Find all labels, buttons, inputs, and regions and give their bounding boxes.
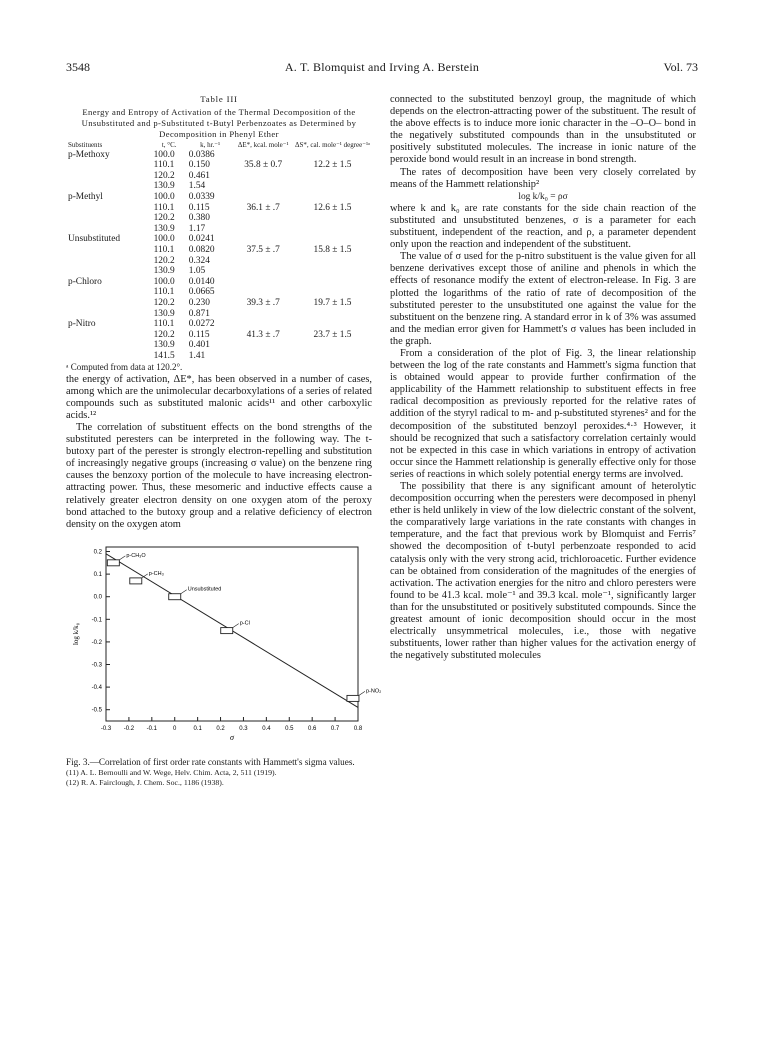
- x-tick-label: -0.1: [146, 725, 157, 732]
- cell-substituent: [66, 309, 152, 320]
- cell-temperature: 110.1: [153, 244, 175, 255]
- cell-substituent: [66, 266, 152, 277]
- table-row: [66, 150, 372, 161]
- table-row: [66, 245, 372, 256]
- cell-temperature: 100.0: [153, 234, 175, 245]
- y-tick-label: 0.1: [93, 571, 102, 578]
- cell-activation-energy: [233, 266, 293, 277]
- cell-activation-entropy: [293, 287, 372, 298]
- cell-rate-constant: 0.380: [188, 213, 210, 224]
- cell-activation-entropy: [293, 266, 372, 277]
- table-row: [66, 340, 372, 351]
- cell-activation-energy: [233, 234, 293, 245]
- right-paragraph-2: The rates of decomposition have been very closely correlated by means of the Hammett relationship²: [390, 166, 696, 190]
- y-tick-label: -0.1: [91, 617, 102, 624]
- cell-activation-entropy: [293, 224, 372, 235]
- col-header-entropy: ΔS*, cal. mole⁻¹ degree⁻¹ᵃ: [295, 141, 370, 149]
- cell-activation-energy: [233, 171, 293, 182]
- point-label: p-Cl: [239, 620, 250, 627]
- x-tick-label: 0.1: [193, 725, 202, 732]
- cell-substituent: [66, 181, 152, 192]
- running-title: A. T. Blomquist and Irving A. Berstein: [284, 60, 480, 74]
- cell-activation-energy: 36.1 ± .7: [246, 202, 280, 213]
- cell-activation-energy: [233, 224, 293, 235]
- x-tick-label: -0.3: [100, 725, 112, 732]
- cell-activation-entropy: [293, 319, 372, 330]
- cell-activation-entropy: [293, 277, 372, 288]
- cell-temperature: 120.2: [153, 329, 175, 340]
- cell-activation-entropy: [293, 171, 372, 182]
- table-row: [66, 213, 372, 224]
- x-tick-label: 0.2: [216, 725, 225, 732]
- cell-temperature: 130.9: [153, 340, 175, 351]
- cell-rate-constant: 0.871: [188, 308, 210, 319]
- cell-temperature: 110.1: [153, 160, 175, 171]
- col-header-substituents: Substituents: [68, 141, 103, 149]
- cell-temperature: 100.0: [153, 191, 175, 202]
- cell-activation-energy: [233, 181, 293, 192]
- page-header: [66, 60, 698, 76]
- cell-rate-constant: 0.230: [188, 297, 210, 308]
- cell-rate-constant: 0.0386: [188, 149, 215, 160]
- table-row: [66, 160, 372, 171]
- cell-activation-energy: [233, 351, 293, 362]
- cell-substituent: [66, 340, 152, 351]
- cell-activation-entropy: 12.2 ± 1.5: [313, 160, 352, 171]
- right-paragraph-5: From a consideration of the plot of Fig. 3, the linear relationship between the log of the rate constants and Hammett's sigma function that is obtained would appear to provide further confirmation of the applicability of the Hammett relationship to substituent effects in free radical decomposition as previously reported for the relative rates of addition of the styryl radical to m- and p-substituted styrenes² and for the decomposition of the substituted benzoyl peroxides.⁴·³ However, it should be recognized that such a satisfactory correlation certainly would not be expected in this case in which variations in entropy of activation occur since the Hammett relationship is generally effective only for those series of reactions in which solely potential energy terms are involved.: [390, 347, 696, 480]
- cell-substituent: [66, 256, 152, 267]
- table-row: [66, 234, 372, 245]
- cell-rate-constant: 0.461: [188, 170, 210, 181]
- cell-rate-constant: 1.05: [188, 266, 206, 277]
- left-paragraph-2: The correlation of substituent effects on the bond strengths of the substituted peresters can be interpreted in the following way. The t-butoxy part of the perester is strongly electron-repelling and substitution of increasingly negative groups (increasing σ value) on the benzene ring causes the benzoxy portion of the molecule to have increasing electron-attracting power. Thus, these mesomeric and inductive effects cause a relatively greater electron density on one oxygen atom of the peroxy bond attached to the butoxy group and a relative deficiency of electron density on the oxygen atom: [66, 421, 372, 530]
- cell-activation-energy: [233, 319, 293, 330]
- table-row: [66, 351, 372, 362]
- cell-rate-constant: 0.0140: [188, 276, 215, 287]
- cell-activation-entropy: [293, 213, 372, 224]
- cell-activation-energy: [233, 256, 293, 267]
- data-point: [347, 695, 359, 701]
- cell-temperature: 120.2: [153, 255, 175, 266]
- x-tick-label: 0.3: [239, 725, 248, 732]
- cell-substituent: [66, 351, 152, 362]
- table-row: [66, 309, 372, 320]
- cell-rate-constant: 0.0339: [188, 191, 215, 202]
- cell-activation-entropy: 15.8 ± 1.5: [313, 244, 352, 255]
- point-label: p-CH₃: [148, 570, 164, 577]
- point-label: p-NO₂: [365, 688, 382, 695]
- x-tick-label: 0: [173, 725, 177, 732]
- table-row: [66, 330, 372, 341]
- cell-rate-constant: 0.115: [188, 329, 210, 340]
- table-row: [66, 287, 372, 298]
- table-footnote: ᵃ Computed from data at 120.2°.: [66, 362, 183, 373]
- cell-temperature: 130.9: [153, 181, 175, 192]
- table-row: [66, 256, 372, 267]
- table-row: [66, 192, 372, 203]
- cell-temperature: 130.9: [153, 266, 175, 277]
- table-header-row: [66, 142, 372, 150]
- table-row: [66, 277, 372, 288]
- cell-activation-entropy: 23.7 ± 1.5: [313, 329, 352, 340]
- cell-rate-constant: 0.0272: [188, 319, 215, 330]
- cell-rate-constant: 1.54: [188, 181, 206, 192]
- data-point: [169, 593, 181, 599]
- y-tick-label: -0.4: [91, 684, 102, 691]
- point-label: Unsubstituted: [187, 586, 222, 593]
- cell-activation-energy: [233, 287, 293, 298]
- point-leader: [181, 589, 187, 593]
- cell-substituent: p-Nitro: [68, 319, 96, 330]
- table-row: [66, 224, 372, 235]
- right-column: [390, 94, 696, 662]
- cell-activation-entropy: [293, 351, 372, 362]
- data-point: [221, 627, 233, 633]
- cell-temperature: 130.9: [153, 308, 175, 319]
- table-label: Table III: [200, 94, 238, 104]
- cell-rate-constant: 0.150: [188, 160, 210, 171]
- table-row: [66, 181, 372, 192]
- cell-activation-entropy: [293, 256, 372, 267]
- cell-rate-constant: 1.17: [188, 223, 206, 234]
- data-table: [66, 142, 372, 361]
- cell-activation-energy: [233, 150, 293, 161]
- cell-activation-entropy: 12.6 ± 1.5: [313, 202, 352, 213]
- figure-caption: Fig. 3.—Correlation of first order rate constants with Hammett's sigma values.: [66, 756, 355, 767]
- cell-substituent: p-Methoxy: [68, 149, 110, 160]
- x-tick-label: 0.7: [330, 725, 340, 732]
- cell-substituent: [66, 330, 152, 341]
- volume-label: Vol. 73: [663, 60, 698, 74]
- y-tick-label: 0.2: [93, 549, 102, 556]
- col-header-k: k, hr.⁻¹: [200, 141, 221, 149]
- right-paragraph-3: where k and k₀ are rate constants for the side chain reaction of the substituted and unsubstituted benzenes, σ is a parameter for each substituent, independent of the reaction, and ρ, a parameter dependent only upon the reaction and independent of the substituent.: [390, 202, 696, 251]
- cell-rate-constant: 0.0665: [188, 287, 215, 298]
- cell-substituent: p-Chloro: [68, 276, 102, 287]
- point-leader: [119, 556, 125, 560]
- y-tick-label: -0.2: [91, 639, 102, 646]
- right-paragraph-6: The possibility that there is any significant amount of heterolytic decomposition occurring when the peresters were decomposed in phenyl ether is held unlikely in view of the low dielectric constant of the solvent, the comparatively large variations in the rate constants with changes in temperature, and the fact that previous work by Blomquist and Ferris⁷ showed the decomposition of t-butyl perbenzoate responded to acid catalysis only with the very strong acid, trichloroacetic. Further evidence can be obtained from consideration of the magnitudes of the energies of activation. The activation energies for the nitro and chloro peresters were found to be 41.3 kcal. mole⁻¹ and 39.3 kcal. mole⁻¹, significantly larger than for the unsubstituted or positively substituted compounds. Since the greatest amount of ionic decomposition should occur in the most electrically unsymmetrical molecules, i.e., those with negative substituents, lower rather than higher values for the activation energy of the negatively substituted molecules: [390, 481, 696, 662]
- cell-rate-constant: 0.115: [188, 202, 210, 213]
- cell-activation-entropy: [293, 340, 372, 351]
- table-row: [66, 203, 372, 214]
- cell-temperature: 141.5: [153, 350, 175, 361]
- cell-activation-entropy: [293, 309, 372, 320]
- cell-activation-entropy: [293, 150, 372, 161]
- cell-activation-entropy: [293, 192, 372, 203]
- cell-temperature: 120.2: [153, 297, 175, 308]
- cell-activation-energy: [233, 192, 293, 203]
- cell-activation-energy: 39.3 ± .7: [246, 297, 280, 308]
- reference-12: (12) R. A. Fairclough, J. Chem. Soc., 1186 (1938).: [66, 777, 224, 787]
- table-row: [66, 319, 372, 330]
- cell-activation-energy: 41.3 ± .7: [246, 329, 280, 340]
- right-paragraph-4: The value of σ used for the p-nitro substituent is the value given for all benzene derivatives except those of aniline and phenols in which the effects of resonance modify the extent of electron-release. In Fig. 3 are plotted the logarithms of the ratio of rate of decomposition of the substituted perester to the unsubstituted one against the value for the substituent on the benzene ring. A standard error in k of 3% was assumed and the median error given for Hammett's σ values has been included in the graph.: [390, 251, 696, 347]
- table-row: [66, 266, 372, 277]
- right-paragraph-1: connected to the substituted benzoyl group, the magnitude of which depends on the electron-attracting power of the substituent. The result of the above effects is to induce more ionic character in the –O–O– bond in the negatively substituted compounds than in the unsubstituted or positively substituted molecules. The increase in ionic nature of the peroxide bond would result in an increase in bond strength.: [390, 94, 696, 166]
- cell-substituent: [66, 224, 152, 235]
- cell-activation-energy: [233, 277, 293, 288]
- cell-rate-constant: 0.324: [188, 255, 210, 266]
- cell-temperature: 100.0: [153, 149, 175, 160]
- data-point: [107, 560, 119, 566]
- table-body: [66, 150, 372, 362]
- x-axis-label: σ: [230, 732, 234, 742]
- cell-substituent: [66, 171, 152, 182]
- cell-temperature: 120.2: [153, 213, 175, 224]
- cell-activation-energy: [233, 309, 293, 320]
- cell-activation-energy: 35.8 ± 0.7: [244, 160, 283, 171]
- cell-substituent: Unsubstituted: [68, 234, 121, 245]
- cell-temperature: 120.2: [153, 170, 175, 181]
- cell-temperature: 100.0: [153, 276, 175, 287]
- y-axis-label: log k/k₀: [72, 622, 80, 645]
- cell-activation-energy: [233, 340, 293, 351]
- left-paragraph-1: the energy of activation, ΔE*, has been observed in a number of cases, among which are the unimolecular decarboxylations of a series of related compounds such as substituted malonic acids¹¹ and other carboxylic acids.¹²: [66, 373, 372, 421]
- cell-temperature: 110.1: [153, 319, 175, 330]
- page-number: 3548: [66, 60, 90, 74]
- cell-activation-entropy: 19.7 ± 1.5: [313, 297, 352, 308]
- table-row: [66, 171, 372, 182]
- cell-activation-entropy: [293, 234, 372, 245]
- cell-rate-constant: 0.0241: [188, 234, 215, 245]
- y-tick-label: -0.5: [91, 707, 102, 714]
- hammett-plot: [66, 541, 382, 757]
- cell-temperature: 110.1: [153, 287, 175, 298]
- cell-substituent: [66, 298, 152, 309]
- y-tick-label: 0.0: [93, 594, 102, 601]
- table-row: [66, 298, 372, 309]
- references: [66, 768, 372, 788]
- x-tick-label: 0.5: [285, 725, 294, 732]
- figure-3: [66, 541, 382, 757]
- cell-rate-constant: 0.401: [188, 340, 210, 351]
- left-column: [66, 94, 382, 788]
- cell-substituent: [66, 160, 152, 171]
- point-label: p-CH₃O: [126, 552, 146, 559]
- cell-temperature: 110.1: [153, 202, 175, 213]
- reference-11: (11) A. L. Bernoulli and W. Wege, Helv. Chim. Acta, 2, 511 (1919).: [66, 767, 277, 777]
- x-tick-label: 0.6: [308, 725, 317, 732]
- cell-substituent: [66, 245, 152, 256]
- hammett-equation: log k/k₀ = ρσ: [518, 191, 568, 202]
- point-leader: [233, 623, 239, 627]
- cell-rate-constant: 1.41: [188, 350, 206, 361]
- x-tick-label: 0.4: [262, 725, 271, 732]
- cell-temperature: 130.9: [153, 223, 175, 234]
- data-point: [130, 578, 142, 584]
- cell-activation-energy: [233, 213, 293, 224]
- cell-substituent: [66, 287, 152, 298]
- cell-activation-energy: 37.5 ± .7: [246, 244, 280, 255]
- col-header-temp: t, °C.: [161, 141, 177, 149]
- cell-substituent: [66, 213, 152, 224]
- table-caption: Energy and Entropy of Activation of the Thermal Decomposition of the Unsubstituted and p-Substituted t-Butyl Perbenzoates as Determined by Decomposition in Phenyl Ether: [81, 107, 357, 139]
- cell-activation-entropy: [293, 181, 372, 192]
- x-tick-label: 0.8: [353, 725, 363, 732]
- cell-substituent: p-Methyl: [68, 191, 103, 202]
- cell-rate-constant: 0.0820: [188, 244, 215, 255]
- x-tick-label: -0.2: [123, 725, 135, 732]
- cell-substituent: [66, 203, 152, 214]
- col-header-energy: ΔE*, kcal. mole⁻¹: [237, 141, 289, 149]
- point-leader: [359, 691, 365, 695]
- y-tick-label: -0.3: [91, 662, 102, 669]
